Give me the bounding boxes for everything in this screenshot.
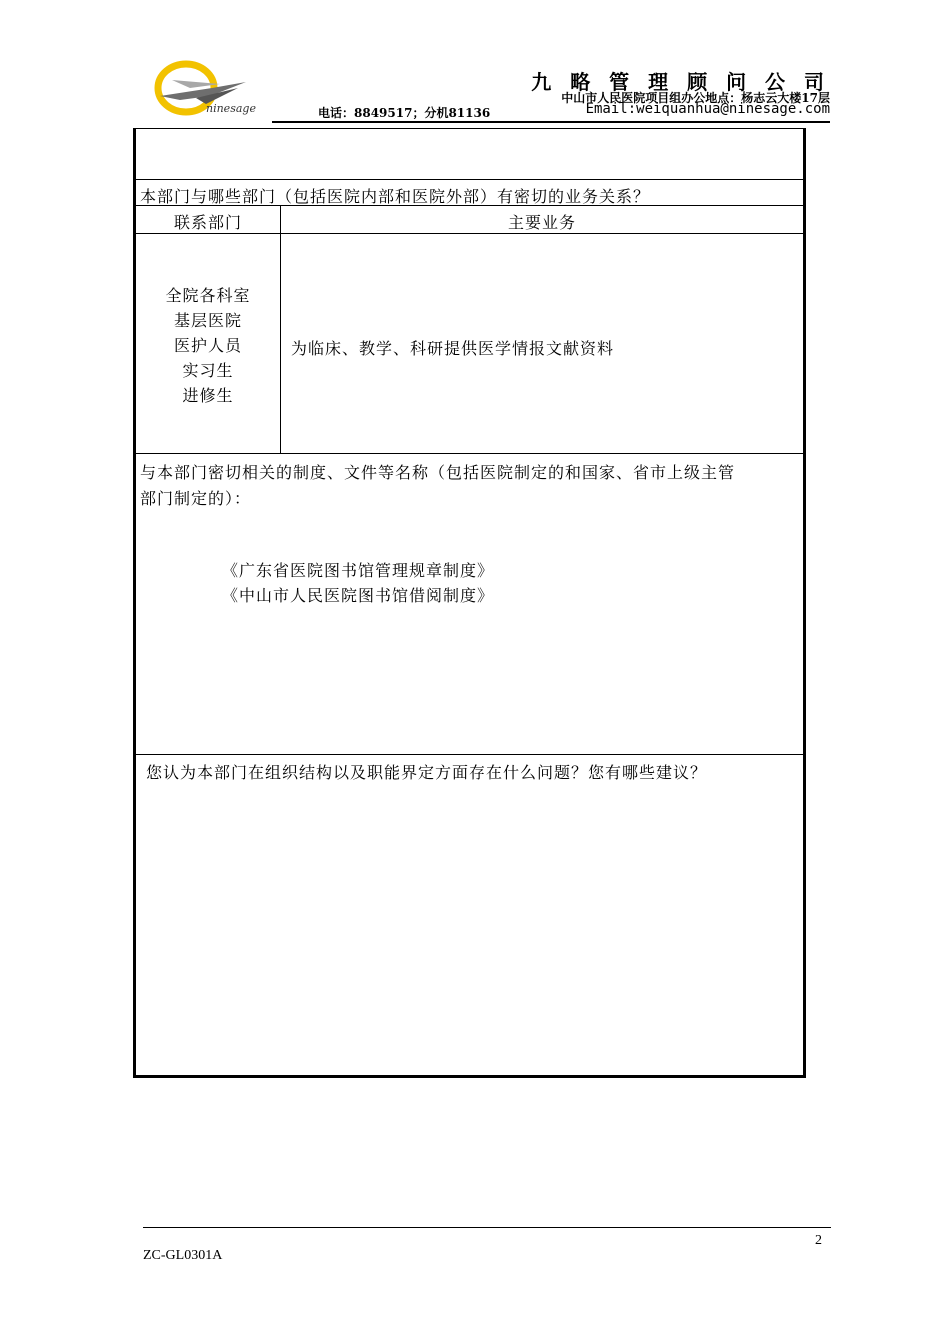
regulation-item: 《广东省医院图书馆管理规章制度》 bbox=[222, 561, 495, 580]
company-logo bbox=[150, 58, 270, 124]
row-divider bbox=[133, 453, 806, 454]
office-address: 中山市人民医院项目组办公地点：杨志云大楼17层 bbox=[561, 91, 830, 105]
row-divider bbox=[133, 179, 806, 180]
question-regulations-line2: 部门制定的）： bbox=[140, 489, 252, 508]
regulation-item: 《中山市人民医院图书馆借阅制度》 bbox=[222, 586, 495, 605]
document-code: ZC-GL0301A bbox=[143, 1248, 223, 1263]
department-list bbox=[136, 283, 280, 408]
column-header-department: 联系部门 bbox=[173, 213, 242, 232]
page-number: 2 bbox=[815, 1233, 822, 1248]
department-item: 基层医院 bbox=[173, 311, 242, 330]
business-description: 为临床、教学、科研提供医学情报文献资料 bbox=[291, 339, 615, 358]
column-divider bbox=[280, 205, 281, 453]
company-name: 九 略 管 理 顾 问 公 司 bbox=[531, 70, 830, 94]
contact-email: Email:weiquanhua@ninesage.com bbox=[585, 101, 830, 117]
row-divider bbox=[133, 754, 806, 755]
question-regulations-line1: 与本部门密切相关的制度、文件等名称（包括医院制定的和国家、省市上级主管 bbox=[140, 463, 736, 482]
footer-divider bbox=[143, 1227, 831, 1228]
header-divider bbox=[272, 121, 830, 123]
department-item: 实习生 bbox=[182, 361, 234, 380]
logo-wordmark: ninesage bbox=[206, 102, 256, 115]
question-suggestions: 您认为本部门在组织结构以及职能界定方面存在什么问题？您有哪些建议？ bbox=[146, 763, 708, 782]
contact-phone: 电话：8849517；分机81136 bbox=[318, 106, 491, 120]
question-related-departments: 本部门与哪些部门（包括医院内部和医院外部）有密切的业务关系？ bbox=[140, 187, 651, 206]
department-item: 全院各科室 bbox=[165, 286, 251, 305]
row-divider bbox=[133, 233, 806, 234]
column-header-business: 主要业务 bbox=[507, 213, 576, 232]
department-item: 医护人员 bbox=[173, 336, 242, 355]
department-item: 进修生 bbox=[182, 386, 234, 405]
